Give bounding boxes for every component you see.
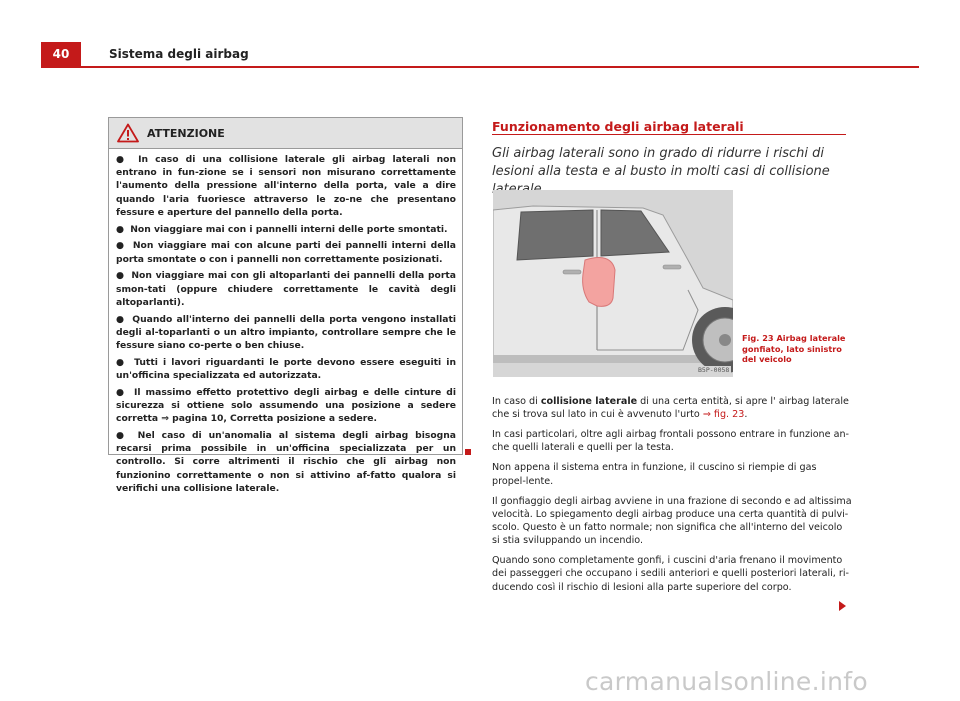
paragraph: Non appena il sistema entra in funzione, il cuscino si riempie di gas propel-lente.	[492, 462, 817, 487]
page-number: 40	[41, 42, 81, 66]
warning-item: ● Non viaggiare mai con i pannelli interni delle porte smontati.	[116, 223, 448, 235]
section-title: Sistema degli airbag	[109, 47, 249, 61]
article-intro: Gli airbag laterali sono in grado di ridurre i rischi di lesioni alla testa e al busto in molti casi di collisione	[492, 146, 830, 179]
bullet-icon: ●	[116, 223, 125, 235]
header-divider	[41, 66, 919, 68]
warning-item: ● Non viaggiare mai con alcune parti dei pannelli interni della porta smontate o con i pannelli non correttamente posizionati.	[116, 240, 456, 265]
end-of-section-marker	[465, 449, 471, 455]
watermark: carmanualsonline.info	[585, 667, 868, 696]
paragraph: Quando sono completamente gonfi, i cuscini d'aria frenano il movimento dei passeggeri che occupano i sedili anteriori e quelli posteriori laterali, ri-ducendo così il rischio di lesioni alla parte superiore del corpo.	[492, 555, 849, 593]
warning-triangle-icon	[117, 123, 139, 143]
paragraph: Il gonfiaggio degli airbag avviene in una frazione di secondo e ad altissima velocità. Lo spiegamento degli airbag produce una certa quantità di pulvi-scolo. Questo è un fatto normale; non significa che all'interno del veicolo si stia sviluppando un incendio.	[492, 495, 852, 547]
emphasis: collisione laterale	[540, 396, 638, 407]
warning-header	[109, 118, 462, 149]
figure-code: B5P-0058	[698, 366, 730, 374]
bullet-icon: ●	[116, 386, 126, 398]
warning-item: ● Il massimo effetto protettivo degli airbag e delle cinture di sicurezza si ottiene solo assumendo una posizione a sedere corretta ⇒ pagina 10, Corretta posizione a sedere.	[116, 386, 456, 425]
paragraph: In casi particolari, oltre agli airbag frontali possono entrare in funzione an-che quelli laterali e quelli per la testa.	[492, 429, 850, 454]
bullet-icon: ●	[116, 154, 128, 165]
bullet-icon: ●	[116, 356, 126, 368]
bullet-icon: ●	[116, 430, 128, 442]
warning-item: ● In caso di una collisione laterale gli airbag laterali non entrano in fun-zione se i sensori non misurano correttamente l'aumento della pressione all'interno della porta, vale a dire quando l'aria fuoriesce attraverso le zo-ne che presentano fessure e aperture del pannello della porta.	[116, 154, 456, 218]
warning-item: ● Non viaggiare mai con gli altoparlanti dei pannelli della porta smon-tati (oppure chiudere correttamente le cavità degli altoparlanti).	[116, 270, 456, 308]
page-header	[0, 0, 960, 70]
heading-underline	[492, 134, 846, 135]
figure-reference-link[interactable]: ⇒ fig. 23	[702, 409, 745, 421]
bullet-icon: ●	[116, 240, 126, 252]
car-side-airbag-illustration	[493, 190, 733, 377]
warning-item: ● Nel caso di un'anomalia al sistema degli airbag bisogna recarsi prima possibile in un'officina specializzata per un controllo. Si corre altrimenti il rischio che gli airbag non funzionino correttamente o non si attivino af-fatto qualora si verifichi una collisione laterale.	[116, 430, 456, 494]
bullet-icon: ●	[116, 313, 126, 325]
warning-list	[109, 149, 462, 503]
continue-arrow-icon	[839, 601, 846, 611]
article-heading: Funzionamento degli airbag laterali	[492, 119, 744, 134]
paragraph: In caso di collisione laterale di una certa entità, si apre l' airbag laterale che si trova sul lato in cui è avvenuto l'urto ⇒ fig. 23.	[492, 396, 849, 421]
warning-item: ● Tutti i lavori riguardanti le porte devono essere eseguiti in un'officina specializzata ed autorizzata.	[116, 356, 456, 382]
warning-box	[108, 117, 463, 494]
article-body	[492, 395, 852, 601]
figure-caption: Fig. 23 Airbag laterale gonfiato, lato sinistro del veicolo	[742, 333, 846, 364]
warning-title: ATTENZIONE	[147, 126, 225, 140]
warning-item: ● Quando all'interno dei pannelli della porta vengono installati degli al-toparlanti o un altro impianto, controllare sempre che le fessure siano co-perte o ben chiuse.	[116, 313, 456, 352]
bullet-icon: ●	[116, 270, 125, 282]
